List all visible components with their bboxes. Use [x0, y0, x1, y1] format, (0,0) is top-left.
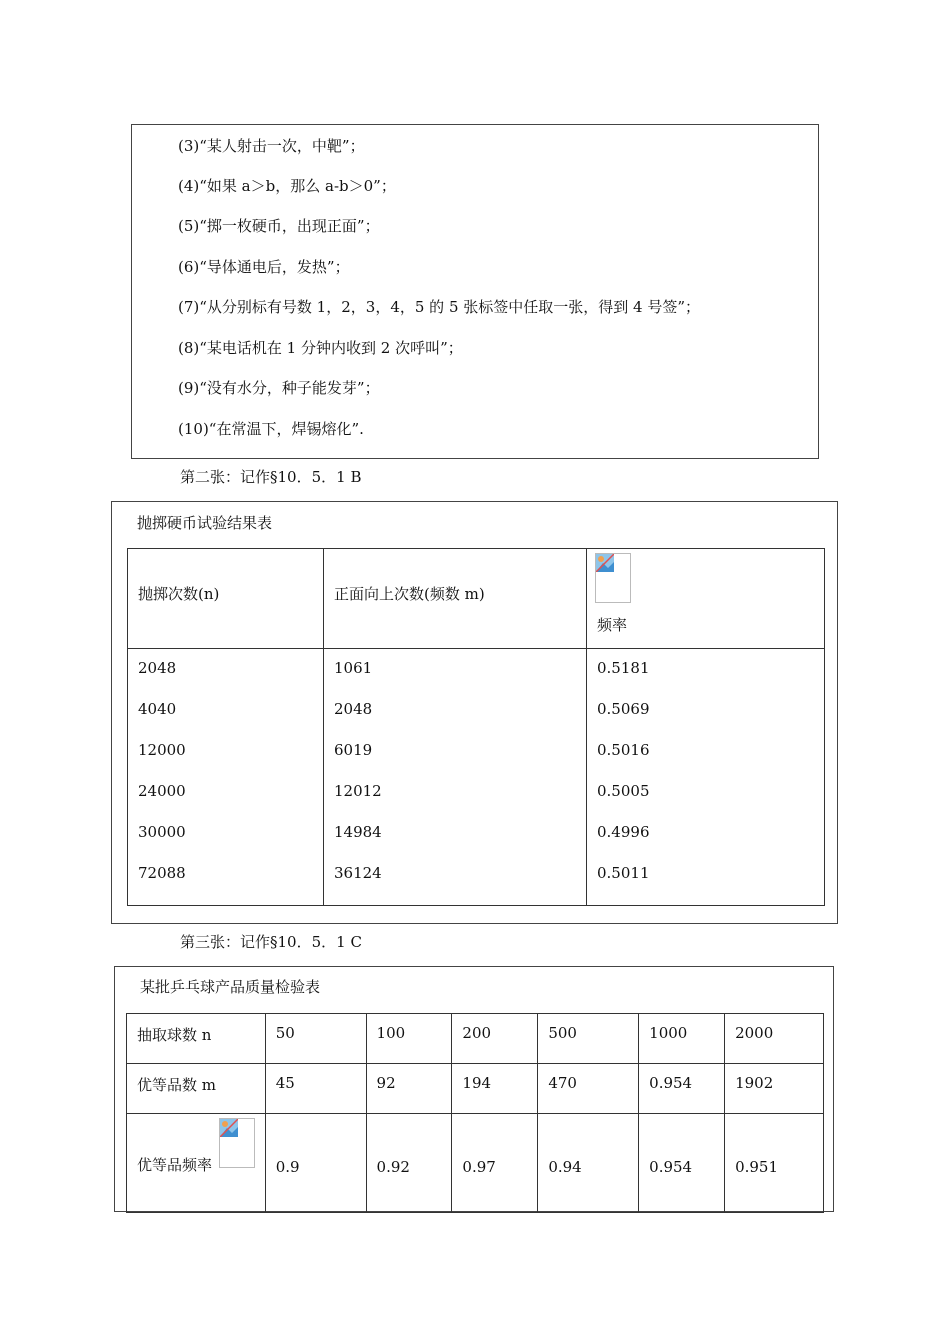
- event-item-4: (4)“如果 a＞b，那么 a-b＞0”；: [178, 177, 396, 195]
- table-cell: 100: [376, 1024, 406, 1042]
- event-item-7: (7)“从分别标有号数 1，2，3，4，5 的 5 张标签中任取一张，得到 4 号签”；: [178, 298, 700, 316]
- card3-label: 第三张：记作§10．5．1 C: [180, 933, 362, 951]
- event-item-6: (6)“导体通电后，发热”；: [178, 258, 350, 276]
- header-toss-count: 抛掷次数(n): [138, 585, 220, 603]
- table-cell: 30000: [138, 823, 186, 841]
- event-item-8: (8)“某电话机在 1 分钟内收到 2 次呼叫”；: [178, 339, 463, 357]
- broken-image-icon: [595, 553, 631, 603]
- table-cell: 0.94: [548, 1158, 582, 1176]
- quality-table: [126, 1013, 824, 1213]
- table-cell: 0.954: [649, 1074, 693, 1092]
- table-cell: 0.954: [649, 1158, 693, 1176]
- table-cell: 2000: [735, 1024, 774, 1042]
- coin-toss-table: [127, 548, 825, 906]
- column-frequency: [587, 649, 824, 905]
- card2-label: 第二张：记作§10．5．1 B: [180, 468, 362, 486]
- table-cell: 0.5005: [597, 782, 650, 800]
- broken-image-icon: [219, 1118, 255, 1168]
- table-cell: 0.5069: [597, 700, 650, 718]
- table-cell: 0.951: [735, 1158, 779, 1176]
- table-cell: 4040: [138, 700, 177, 718]
- table-cell: 0.4996: [597, 823, 650, 841]
- table-cell: 0.5016: [597, 741, 650, 759]
- event-item-5: (5)“掷一枚硬币，出现正面”；: [178, 217, 380, 235]
- table-row: [127, 1014, 824, 1064]
- table-cell: 0.5011: [597, 864, 650, 882]
- row-header-sample-count: 抽取球数 n: [137, 1026, 212, 1044]
- table-row: [127, 1064, 824, 1114]
- table-cell: 36124: [334, 864, 382, 882]
- table-cell: 500: [548, 1024, 577, 1042]
- quality-title: 某批乒乓球产品质量检验表: [140, 978, 321, 996]
- event-item-10: (10)“在常温下，焊锡熔化”.: [178, 420, 364, 438]
- quality-card: [114, 966, 834, 1212]
- table-cell: 194: [462, 1074, 492, 1092]
- table-cell: 92: [376, 1074, 396, 1092]
- table-cell: 24000: [138, 782, 186, 800]
- header-heads-count: 正面向上次数(频数 m): [334, 585, 485, 603]
- table-cell: 0.92: [376, 1158, 410, 1176]
- event-list-box: [131, 124, 819, 459]
- table-cell: 50: [275, 1024, 295, 1042]
- column-heads-count: [324, 649, 586, 905]
- table-cell: 1061: [334, 659, 373, 677]
- table-cell: 0.97: [462, 1158, 496, 1176]
- event-item-9: (9)“没有水分，种子能发芽”；: [178, 379, 380, 397]
- event-item-3: (3)“某人射击一次，中靶”；: [178, 137, 365, 155]
- table-row: [127, 1114, 824, 1213]
- table-cell: 2048: [334, 700, 373, 718]
- table-cell: 12012: [334, 782, 382, 800]
- table-cell: 6019: [334, 741, 373, 759]
- table-cell: 470: [548, 1074, 577, 1092]
- table-cell: 0.9: [275, 1158, 300, 1176]
- header-frequency: 频率: [597, 616, 628, 634]
- table-cell: 2048: [138, 659, 177, 677]
- row-header-good-count: 优等品数 m: [137, 1076, 216, 1094]
- table-cell: 12000: [138, 741, 186, 759]
- table-cell: 200: [462, 1024, 492, 1042]
- table-cell: 45: [275, 1074, 295, 1092]
- table-cell: 0.5181: [597, 659, 650, 677]
- table-cell: 1000: [649, 1024, 688, 1042]
- table-cell: 72088: [138, 864, 186, 882]
- coin-toss-card: [111, 501, 838, 924]
- column-toss-count: [128, 649, 323, 905]
- table-cell: 1902: [735, 1074, 774, 1092]
- coin-toss-title: 抛掷硬币试验结果表: [137, 514, 273, 532]
- row-header-good-frequency: 优等品频率: [137, 1156, 213, 1174]
- table-cell: 14984: [334, 823, 382, 841]
